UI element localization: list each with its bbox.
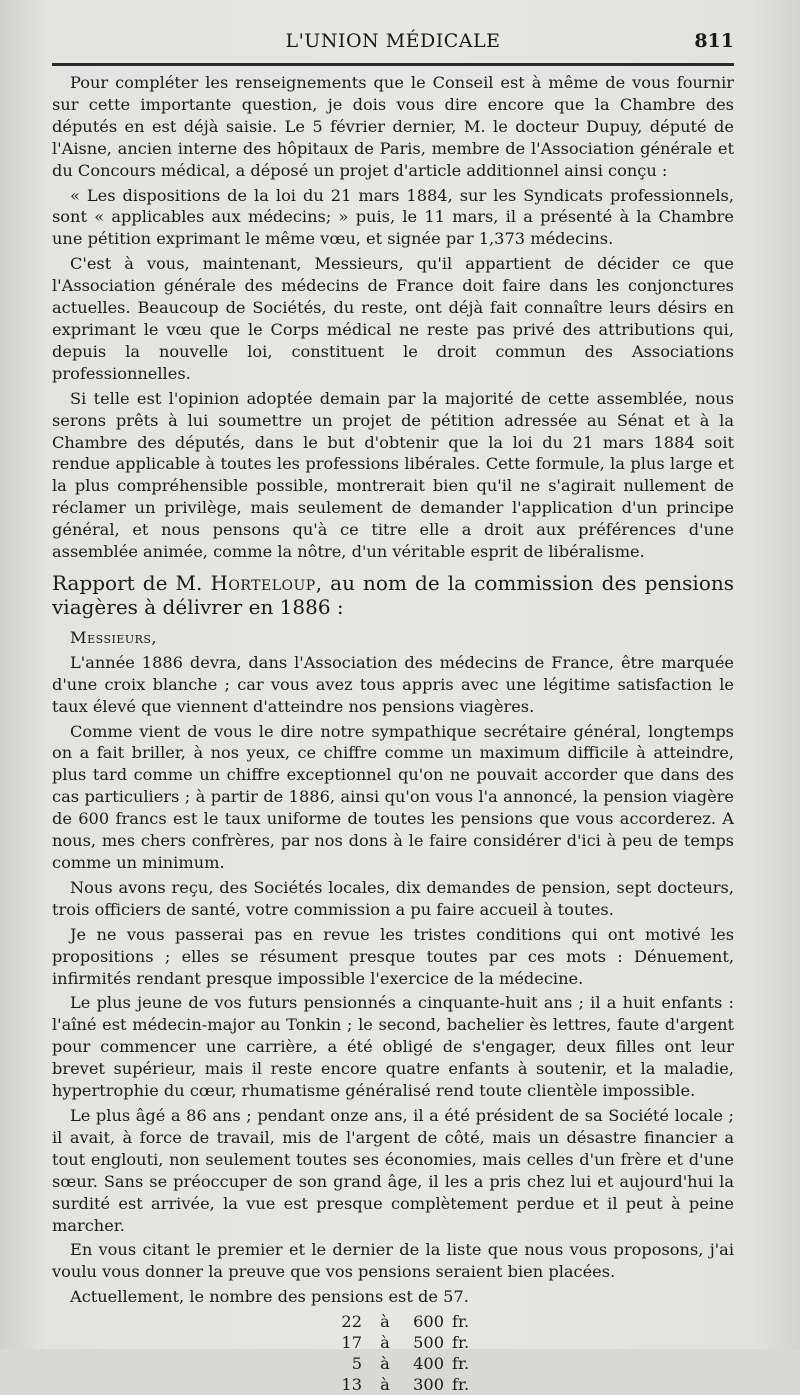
pension-count: 5 <box>351 1354 362 1374</box>
pension-count: 13 <box>341 1375 362 1395</box>
salutation: Messieurs, <box>70 627 158 647</box>
pensions-table <box>322 1311 473 1395</box>
table-row <box>322 1374 473 1395</box>
paragraph: En vous citant le premier et le dernier de la liste que nous vous proposons, j'ai voulu vous donner la preuve que vos pensions seraient bien placées. <box>52 1240 734 1282</box>
table-row <box>322 1353 473 1374</box>
report-heading-after: , au nom de la commission des pensions viagères à délivrer en 1886 : <box>52 570 735 619</box>
header-rule <box>52 63 734 66</box>
paragraph: Pour compléter les renseignements que le Conseil est à même de vous fournir sur cette importante question, je dois vous dire encore que la Chambre des députés en est déjà saisie. Le 5 février dernier, M. le docteur Dupuy, député de l'Aisne, ancien interne des hôpitaux de Paris, membre de l'Association générale et du Concours médical, a déposé un projet d'article additionnel ainsi conçu : <box>52 73 734 180</box>
running-title: L'UNION MÉDICALE <box>285 30 501 52</box>
pension-count: 22 <box>341 1312 362 1332</box>
paragraph: L'année 1886 devra, dans l'Association des médecins de France, être marquée d'une croix blanche ; car vous avez tous appris avec une légitime satisfaction le taux élevé que viennent d'atteindre nos pensions viagères. <box>52 652 734 716</box>
pension-separator: à <box>380 1312 390 1332</box>
pension-amount: 400 <box>413 1354 444 1374</box>
paragraph: Comme vient de vous le dire notre sympathique secrétaire général, longtemps on a fait briller, à nos yeux, ce chiffre comme un maximum difficile à atteindre, plus tard comme un chiffre exceptionnel qu'on ne pouvait accorder que dans des cas particuliers ; à partir de 1886, ainsi qu'on vous l'a annoncé, la pension viagère de 600 francs est le taux uniforme de toutes les pensions que vous accorderez. A nous, mes chers confrères, par nos dons à le faire considérer d'ici à peu de temps comme un minimum. <box>52 721 734 872</box>
paragraph: Le plus âgé a 86 ans ; pendant onze ans, il a été président de sa Société locale ; il avait, à force de travail, mis de l'argent de côté, mais un désastre financier a tout englouti, non seulement toutes ses économies, mais celles d'un frère et d'une sœur. Sans se préoccuper de son grand âge, il les a pris chez lui et aujourd'hui la surdité est arrivée, la vue est presque complètement perdue et il peut à peine marcher. <box>52 1105 734 1235</box>
report-heading-before: Rapport de M. <box>52 570 203 595</box>
pension-amount: 500 <box>413 1333 444 1353</box>
pension-unit: fr. <box>452 1354 470 1374</box>
pension-separator: à <box>380 1375 390 1395</box>
pension-unit: fr. <box>452 1312 470 1332</box>
paragraph: Le plus jeune de vos futurs pensionnés a cinquante-huit ans ; il a huit enfants : l'aîné est médecin-major au Tonkin ; le second, bachelier ès lettres, faute d'argent pour commencer une carrière, a été obligé de s'engager, deux filles ont leur brevet supérieur, mais il reste encore quatre enfants à soutenir, et la maladie, hypertrophie du cœur, rhumatisme généralisé rend toute clientèle impossible. <box>52 993 734 1101</box>
pension-separator: à <box>380 1354 390 1374</box>
paragraph: Je ne vous passerai pas en revue les tristes conditions qui ont motivé les propositions ; elles se résument presque toutes par ces mots : Dénuement, infirmités rendant presque impossible l'exercice de la médecine. <box>52 924 734 988</box>
pension-amount: 300 <box>413 1375 444 1395</box>
page-number: 811 <box>694 30 734 52</box>
table-row <box>322 1332 473 1353</box>
paragraph: Actuellement, le nombre des pensions est de 57. <box>70 1287 469 1307</box>
page-header <box>52 30 734 58</box>
pension-separator: à <box>380 1333 390 1353</box>
report-author: Horteloup <box>210 570 316 595</box>
paragraph: Nous avons reçu, des Sociétés locales, dix demandes de pension, sept docteurs, trois officiers de santé, votre commission a pu faire accueil à toutes. <box>52 877 734 919</box>
pension-count: 17 <box>341 1333 362 1353</box>
pension-amount: 600 <box>413 1312 444 1332</box>
paragraph: C'est à vous, maintenant, Messieurs, qu'il appartient de décider ce que l'Association générale des médecins de France doit faire dans les conjonctures actuelles. Beaucoup de Sociétés, du reste, ont déjà fait connaître leurs désirs en exprimant le vœu que le Corps médical ne reste pas privé des attributions qui, depuis la nouvelle loi, constituent le droit commun des Associations professionnelles. <box>52 254 734 383</box>
report-heading <box>52 571 734 619</box>
paragraph: « Les dispositions de la loi du 21 mars 1884, sur les Syndicats professionnels, sont « applicables aux médecins; » puis, le 11 mars, il a présenté à la Chambre une pétition exprimant le même vœu, et signée par 1,373 médecins. <box>52 185 734 249</box>
table-row <box>322 1311 473 1332</box>
paragraph: Si telle est l'opinion adoptée demain par la majorité de cette assemblée, nous serons prêts à lui soumettre un projet de pétition adressée au Sénat et à la Chambre des députés, dans le but d'obtenir que la loi du 21 mars 1884 soit rendue applicable à toutes les professions libérales. Cette formule, la plus large et la plus compréhensible possible, montrerait bien qu'il ne s'agirait nullement de réclamer un privilège, mais seulement de demander l'application d'un principe général, et nous pensons qu'à ce titre elle a droit aux préférences d'une assemblée animée, comme la nôtre, d'un véritable esprit de libéralisme. <box>52 388 734 562</box>
pension-unit: fr. <box>452 1375 470 1395</box>
article-body <box>52 72 734 1395</box>
pension-unit: fr. <box>452 1333 470 1353</box>
